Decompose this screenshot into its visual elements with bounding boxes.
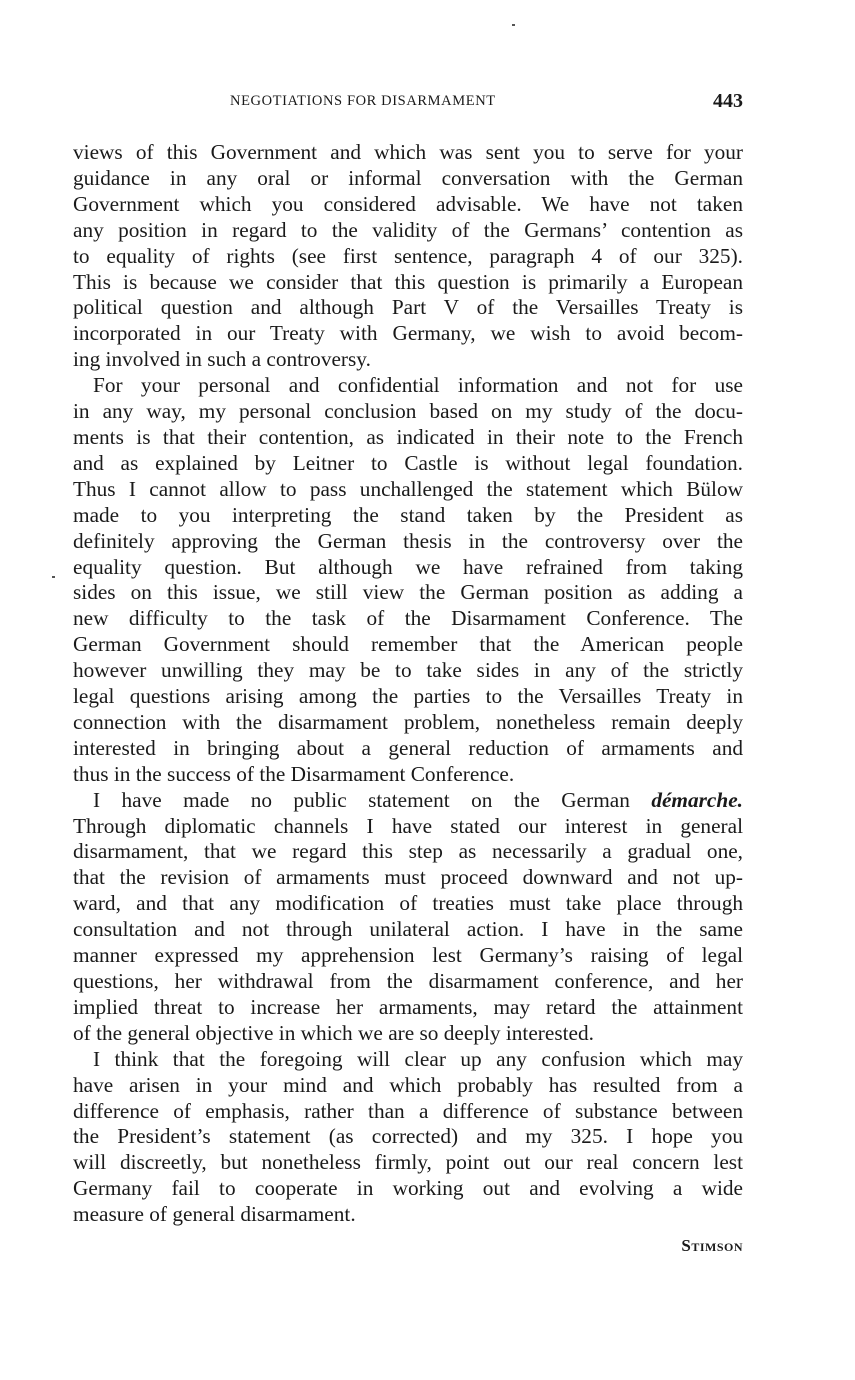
text-line: thus in the success of the Disarmament Conference. xyxy=(73,761,515,786)
text-line: and as explained by Leitner to Castle is without legal foundation. xyxy=(73,450,743,475)
text-line: any position in regard to the validity of the Germans’ contention as xyxy=(73,217,743,242)
text-line: incorporated in our Treaty with Germany, we wish to avoid becom- xyxy=(73,321,743,346)
text-line: This is because we consider that this question is primarily a European xyxy=(73,269,743,294)
running-title: NEGOTIATIONS FOR DISARMAMENT xyxy=(230,93,496,109)
text-line: views of this Government and which was sent you to serve for your xyxy=(73,140,743,164)
text-line: consultation and not through unilateral action. I have in the same xyxy=(73,917,743,942)
text-line: political question and although Part V of the Versailles Treaty is xyxy=(73,295,743,320)
text-line: disarmament, that we regard this step as necessarily a gradual one, xyxy=(73,839,743,864)
text-line: the President’s statement (as corrected) and my 325. I hope you xyxy=(73,1124,743,1149)
text-line: Government which you considered advisable. We have not taken xyxy=(73,191,743,216)
text-line: German Government should remember that the American people xyxy=(73,632,743,657)
text-line: connection with the disarmament problem, nonetheless remain deeply xyxy=(73,709,743,734)
text-line: ward, and that any modification of treaties must take place through xyxy=(73,891,743,916)
text-line: guidance in any oral or informal conversation with the German xyxy=(73,165,743,190)
body-text xyxy=(73,140,743,1228)
text-line: measure of general disarmament. xyxy=(73,1202,356,1227)
text-line: to equality of rights (see first sentence, paragraph 4 of our 325). xyxy=(73,243,743,268)
text-line: implied threat to increase her armaments, may retard the attainment xyxy=(73,994,743,1019)
text-line: manner expressed my apprehension lest Germany’s raising of legal xyxy=(73,943,743,968)
text-line: Germany fail to cooperate in working out and evolving a wide xyxy=(73,1176,743,1201)
text-line: equality question. But although we have refrained from taking xyxy=(73,554,743,579)
page-number: 443 xyxy=(713,90,743,112)
text-line: Thus I cannot allow to pass unchallenged the statement which Bülow xyxy=(73,476,743,501)
text-line: ments is that their contention, as indicated in their note to the French xyxy=(73,424,743,449)
text-line xyxy=(73,788,743,814)
text-line: will discreetly, but nonetheless firmly, point out our real concern lest xyxy=(73,1150,743,1175)
scan-mark xyxy=(52,576,55,578)
running-header xyxy=(73,90,743,116)
text-line: however unwilling they may be to take sides in any of the strictly xyxy=(73,658,743,683)
text-line: questions, her withdrawal from the disarmament conference, and her xyxy=(73,969,743,993)
text-line: of the general objective in which we are so deeply interested. xyxy=(73,1020,594,1045)
text-line: ing involved in such a controversy. xyxy=(73,347,371,372)
text-span: I have made no public statement on the German xyxy=(93,787,652,812)
text-line: legal questions arising among the parties to the Versailles Treaty in xyxy=(73,684,743,709)
text-line: difference of emphasis, rather than a difference of substance between xyxy=(73,1098,743,1123)
text-line: sides on this issue, we still view the German position as adding a xyxy=(73,580,743,605)
signature: Stimson xyxy=(681,1236,743,1255)
text-line: that the revision of armaments must proceed downward and not up- xyxy=(73,865,743,890)
text-line: made to you interpreting the stand taken by the President as xyxy=(73,502,743,527)
paragraphs xyxy=(73,140,743,1228)
text-line: I think that the foregoing will clear up any confusion which may xyxy=(93,1046,743,1071)
italic-term: démarche. xyxy=(651,787,743,812)
text-line: in any way, my personal conclusion based on my study of the docu- xyxy=(73,399,743,424)
text-line: definitely approving the German thesis in the controversy over the xyxy=(73,528,743,553)
text-line: interested in bringing about a general reduction of armaments and xyxy=(73,735,743,760)
text-line: have arisen in your mind and which probably has resulted from a xyxy=(73,1072,743,1097)
text-line: For your personal and confidential information and not for use xyxy=(93,373,743,398)
scan-mark xyxy=(512,24,515,26)
text-line: new difficulty to the task of the Disarmament Conference. The xyxy=(73,606,743,631)
text-line: Through diplomatic channels I have stated our interest in general xyxy=(73,813,743,838)
